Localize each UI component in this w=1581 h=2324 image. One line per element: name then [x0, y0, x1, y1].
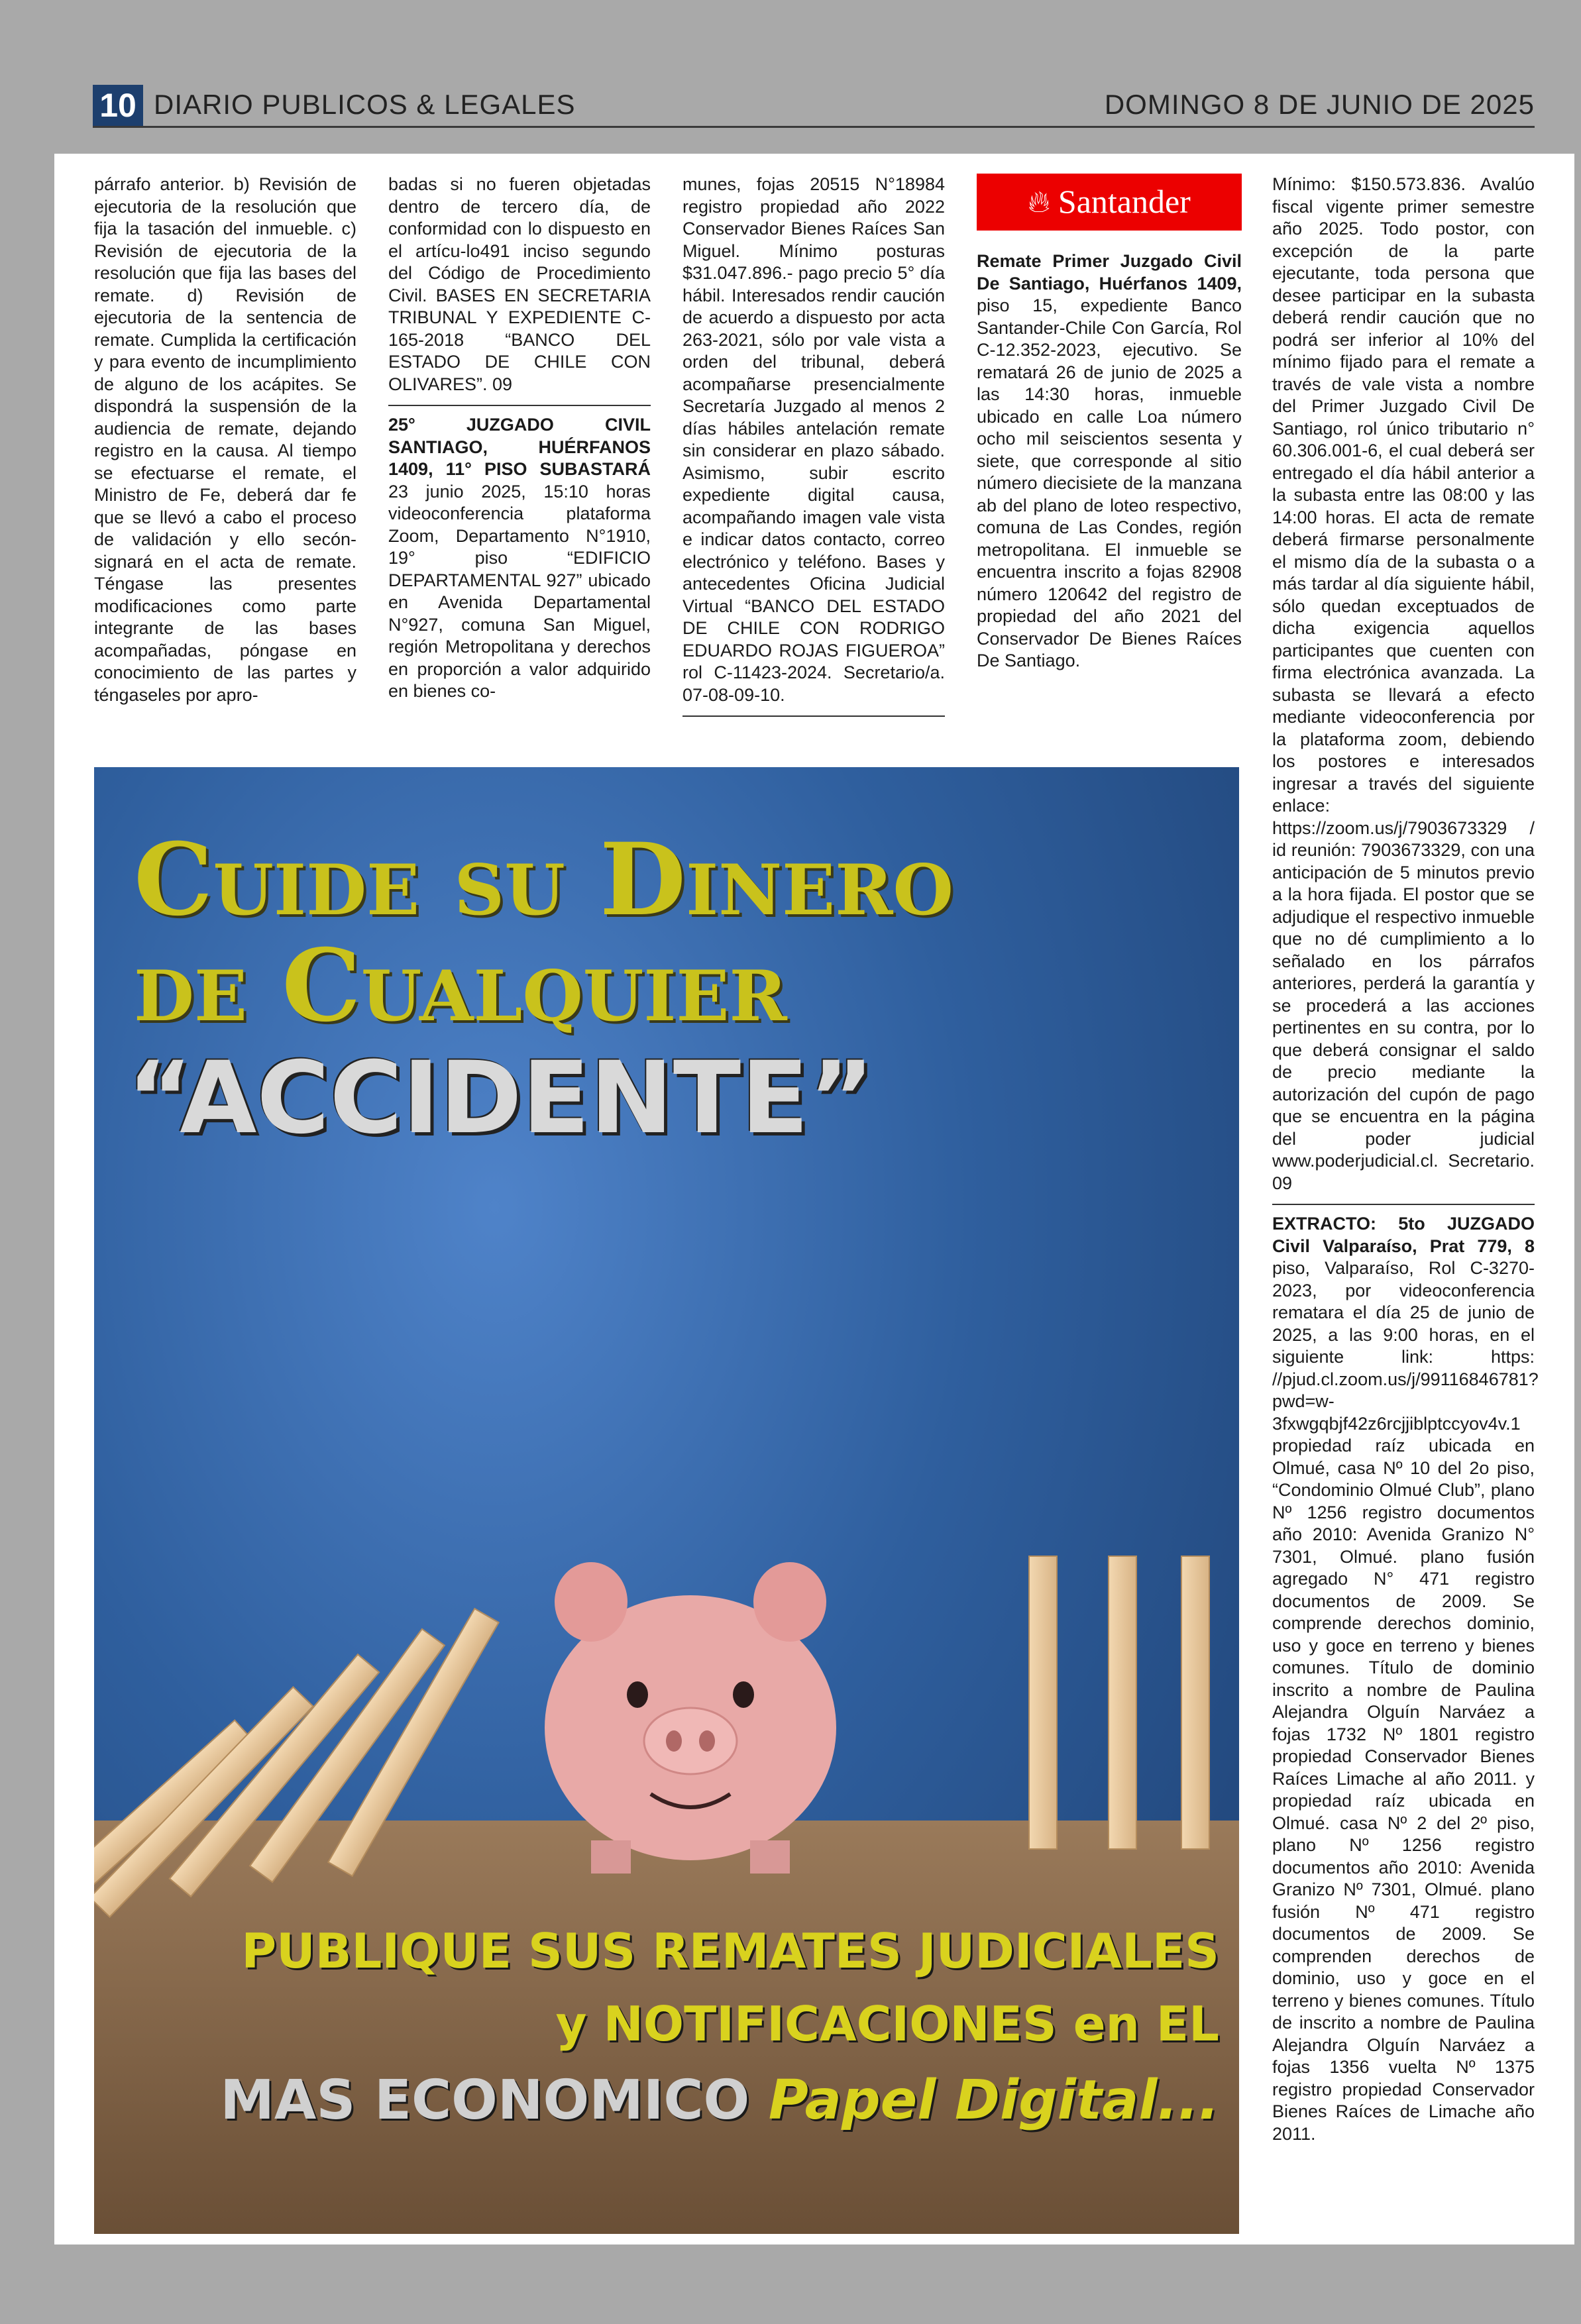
divider	[388, 405, 651, 406]
ad-tagline-3	[94, 2069, 1219, 2132]
santander-logo-text: Santander	[1058, 183, 1191, 221]
column-2-text-1: badas si no fueren objetadas dentro de tercero día, de conformidad con lo dispuesto en el artícu-lo491 inciso segundo del Código de Procedimiento Civil. BASES EN SECRETARIA TRIBUNAL Y EXPEDIENTE C-165-2018 “BANCO DEL ESTADO DE CHILE CON OLIVARES”. 09	[388, 174, 651, 394]
column-5-text-2: piso, Valparaíso, Rol C-3270-2023, por videoconferencia rematara el día 25 de junio de 2025, a las 9:00 horas, en el siguiente link: https: //pjud.cl.zoom.us/j/99116846781?pwd=w-3fxwgqbjf42z6rcjjiblptccyov4v.1 propiedad raíz ubicada en Olmué, casa Nº 10 del 2o piso, “Condominio Olmué Club”, plano Nº 1256 registro documentos año 2010: Avenida Granizo N° 7301, Olmué. plano fusión agregado N° 471 registro documentos de 2009. Se comprende derechos dominio, uso y goce en terreno y bienes comunes. Título de dominio inscrito a nombre de Paulina Alejandra Olguín Narváez a fojas 1732 Nº 1801 registro propiedad Conservador Bienes Raíces Limache al año 2011. y propiedad raíz ubicada en Olmué. casa Nº 2 del 2º piso, plano Nº 1256 registro documentos año 2010: Avenida Granizo Nº 7301, Olmué. plano fusión Nº 471 registro documentos de 2009. Se comprenden derechos de dominio, uso y goce en el terreno y bienes comunes. Título de inscrito a nombre de Paulina Alejandra Olguín Narváez a fojas 1356 vuelta Nº 1375 registro propiedad Conservador Bienes Raíces de Limache año 2011.	[1272, 1258, 1539, 2144]
ad-tagline-3b: Papel Digital...	[768, 2069, 1219, 2132]
ad-tagline-1: PUBLIQUE SUS REMATES JUDICIALES	[241, 1923, 1219, 1979]
santander-logo	[977, 174, 1242, 231]
domino	[1108, 1556, 1137, 1850]
advertisement	[94, 767, 1239, 2234]
ad-tagline-3a: MAS ECONOMICO	[220, 2069, 769, 2132]
column-4-text: piso 15, expediente Banco Santander-Chile Con García, Rol C-12.352-2023, ejecutivo. Se rematará 26 de junio de 2025 a las 14:30 horas, inmueble ubicado en calle Loa número ocho mil seiscientos sesenta y siete, que corresponde al sitio número diecisiete de la manzana ab del plano de loteo respectivo, comuna de Las Condes, región metropolitana. El inmueble se encuentra inscrito a fojas 82908 número 120642 del registro de propiedad del año 2021 del Conservador De Bienes Raíces De Santiago.	[977, 295, 1242, 670]
piggy-bank-icon	[518, 1529, 863, 1874]
publication-date: DOMINGO 8 DE JUNIO DE 2025	[1104, 89, 1535, 120]
column-2-text-2: 23 junio 2025, 15:10 horas videoconferencia plataforma Zoom, Departamento N°1910, 19° piso “EDIFICIO DEPARTAMENTAL 927” ubicado en Avenida Departamental N°927, comuna San Miguel, región Metropolitana y derechos en proporción a valor adquirido en bienes co-	[388, 481, 651, 701]
domino	[1181, 1556, 1210, 1850]
page-number: 10	[93, 85, 143, 126]
notice-heading-extracto: EXTRACTO: 5to JUZGADO Civil Valparaíso, Prat 779, 8	[1272, 1214, 1535, 1256]
column-2	[388, 174, 651, 703]
ad-headline-line-1: Cuide su Dinero	[134, 821, 954, 938]
notice-heading-primer-juzgado: Remate Primer Juzgado Civil De Santiago, Huérfanos 1409,	[977, 251, 1242, 293]
column-3	[682, 174, 945, 725]
ad-headline-line-3: “ACCIDENTE”	[127, 1041, 875, 1156]
column-1-text: párrafo anterior. b) Revisión de ejecutoria de la resolución que fija la tasación del inmueble. c) Revisión de ejecutoria de la resolución que fija las bases del remate. d) Revisión de ejecutoria de la sentencia de remate. Cumplida la certificación y para evento de incumplimiento de alguno de los acápites. Se dispondrá la suspensión de la audiencia de remate, dejando registro en la causa. Al tiempo se efectuarse el remate, el Ministro de Fe, deberá dar fe que se llevó a cabo el proceso de validación y ello secón-signará en el acta de remate. Téngase las presentes modificaciones como parte integrante de las bases acompañadas, póngase en conocimiento de las partes y téngaseles por apro-	[94, 174, 356, 705]
column-5-text-1: Mínimo: $150.573.836. Avalúo fiscal vigente primer semestre año 2025. Todo postor, con excepción de la parte ejecutante, toda persona que desee participar en la subasta deberá rendir caución que no podrá ser inferior al 10% del mínimo fijado para el remate a través de vale vista a nombre del Primer Juzgado Civil De Santiago, rol único tributario n° 60.306.001-6, el cual deberá ser entregado el día hábil anterior a la subasta entre las 08:00 y las 14:00 horas. El acta de remate deberá firmarse personalmente el mismo día de la subasta o a más tardar al día siguiente hábil, sólo quedan exceptuados de dicha exigencia aquellos participantes que cuenten con firma electrónica avanzada. La subasta se llevará a efecto mediante videoconferencia por la plataforma zoom, debiendo los postores e interesados ingresar a través del siguiente enlace: https://zoom.us/j/7903673329 / id reunión: 7903673329, con una anticipación de 5 minutos previo a la hora fijada. El postor que se adjudique el respectivo inmueble que no dé cumplimiento a lo señalado en los párrafos anteriores, perderá la garantía y se procederá a las acciones pertinentes en su contra, por lo que deberá consignar el saldo de precio mediante la autorización del cupón de pago que se encuentra en la página del poder judicial www.poderjudicial.cl. Secretario. 09	[1272, 174, 1535, 1193]
domino	[1028, 1556, 1058, 1850]
ad-tagline-2: y NOTIFICACIONES en EL	[555, 1996, 1219, 2052]
column-3-text: munes, fojas 20515 N°18984 registro propiedad año 2022 Conservador Bienes Raíces San Miguel. Mínimo posturas $31.047.896.- pago precio 5° día hábil. Interesados rendir caución de acuerdo a dispuesto por acta 263-2021, sólo por vale vista a orden del tribunal, deberá acompañarse presencialmente Secretaría Juzgado al menos 2 días hábiles antelación remate sin considerar en plazo sábado. Asimismo, subir escrito expediente digital causa, acompañando imagen vale vista e indicar datos contacto, correo electrónico y teléfono. Bases y antecedentes Oficina Judicial Virtual “BANCO DEL ESTADO DE CHILE CON RODRIGO EDUARDO ROJAS FIGUEROA” rol C-11423-2024. Secretario/a. 07-08-09-10.	[682, 174, 945, 705]
flame-icon: 🔥︎	[1028, 185, 1050, 219]
notice-heading-25-juzgado: 25° JUZGADO CIVIL SANTIAGO, HUÉRFANOS 1409, 11° PISO SUBASTARÁ	[388, 415, 651, 479]
column-1	[94, 174, 356, 706]
divider	[682, 715, 945, 717]
divider	[1272, 1204, 1535, 1205]
column-5	[1272, 174, 1539, 2145]
ad-headline-line-2: de Cualquier	[134, 927, 787, 1044]
publication-name: DIARIO PUBLICOS & LEGALES	[154, 89, 576, 120]
column-4	[977, 174, 1242, 672]
page-header	[93, 85, 1535, 128]
